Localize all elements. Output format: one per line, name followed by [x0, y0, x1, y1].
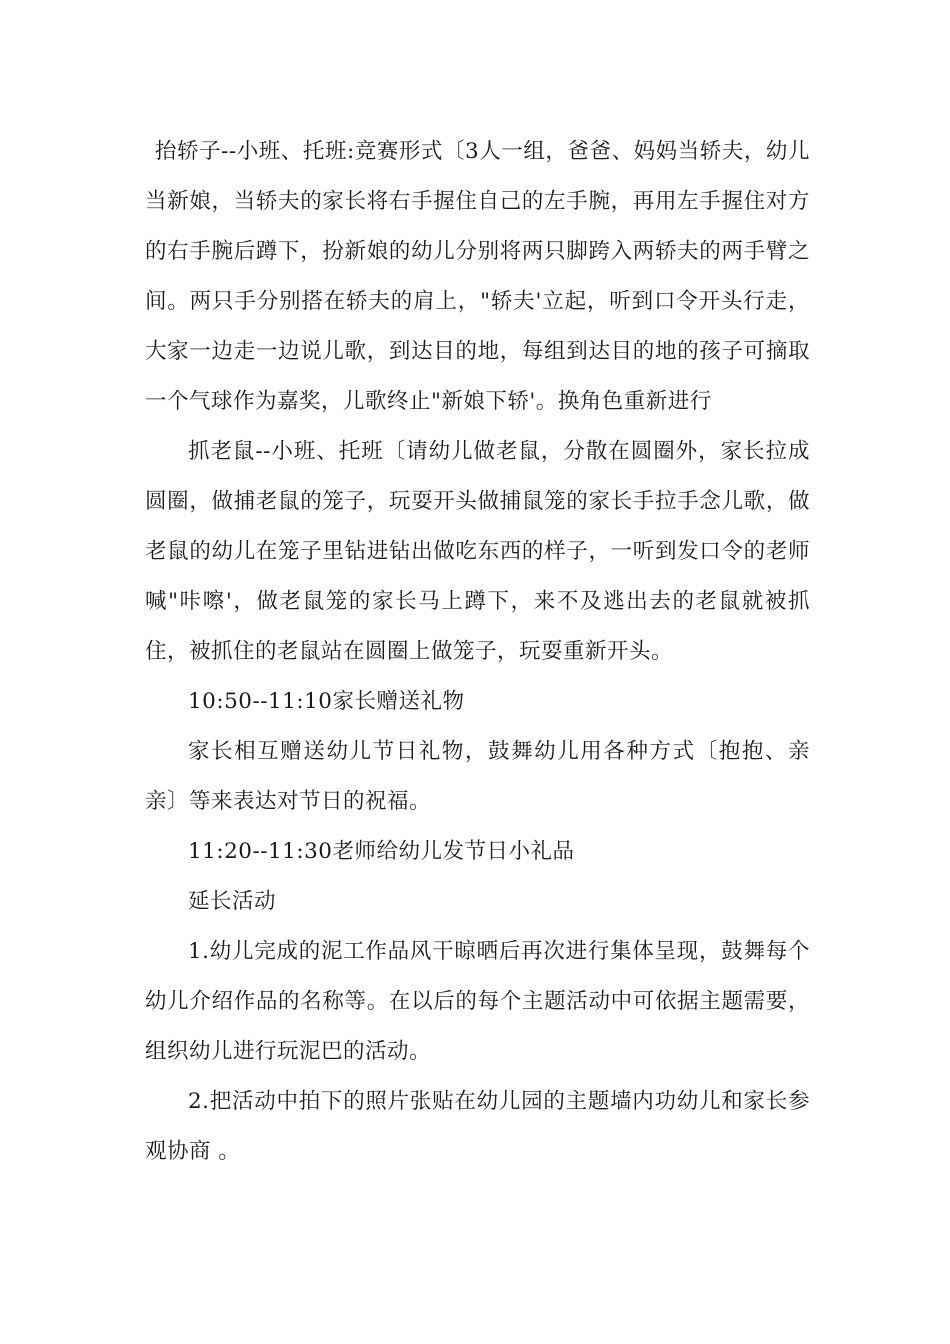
paragraph-carry-sedan-game: 抬轿子--小班、托班:竞赛形式〔3人一组，爸爸、妈妈当轿夫，幼儿当新娘，当轿夫的家长将右手握住自己的左手腕，再用左手握住对方的右手腕后蹲下，扮新娘的幼儿分别将两只脚跨入两轿夫的两手臂之间。两只手分别搭在轿夫的肩上，"轿夫'立起，听到口令开头行走，大家一边走一边说儿歌，到达目的地，每组到达目的地的孩子可摘取一个气球作为嘉奖，儿歌终止"新娘下轿'。换角色重新进行 — [145, 139, 810, 414]
paragraph-gift-schedule: 10:50--11:10家长赠送礼物 — [188, 689, 465, 714]
paragraph-extended-activity-heading: 延长活动 — [188, 889, 277, 914]
document-body — [145, 127, 810, 1177]
paragraph-extended-item-2: 2.把活动中拍下的照片张贴在幼儿园的主题墙内功幼儿和家长参观协商 。 — [145, 1089, 810, 1164]
paragraph-teacher-gift-schedule: 11:20--11:30老师给幼儿发节日小礼品 — [188, 839, 575, 864]
paragraph-extended-item-1: 1.幼儿完成的泥工作品风干晾晒后再次进行集体呈现，鼓舞每个幼儿介绍作品的名称等。在以后的每个主题活动中可依据主题需要，组织幼儿进行玩泥巴的活动。 — [145, 939, 810, 1064]
paragraph-catch-mouse-game: 抓老鼠--小班、托班〔请幼儿做老鼠，分散在圆圈外，家长拉成圆圈，做捕老鼠的笼子，玩耍开头做捕鼠笼的家长手拉手念儿歌，做老鼠的幼儿在笼子里钻进钻出做吃东西的样子，一听到发口令的老师喊"咔嚓'，做老鼠笼的家长马上蹲下，来不及逃出去的老鼠就被抓住，被抓住的老鼠站在圆圈上做笼子，玩耍重新开头。 — [145, 439, 810, 664]
paragraph-gift-exchange: 家长相互赠送幼儿节日礼物，鼓舞幼儿用各种方式〔抱抱、亲亲〕等来表达对节日的祝福。 — [145, 739, 810, 814]
